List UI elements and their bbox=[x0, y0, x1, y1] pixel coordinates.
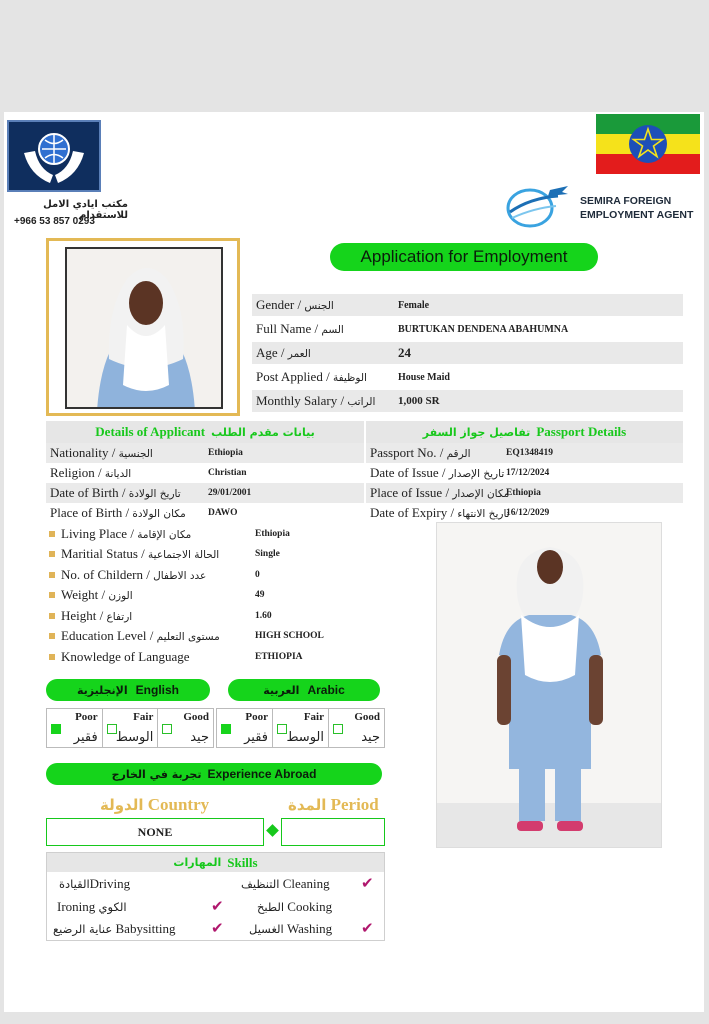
date-of-expiry-label: Date of Expiry / تاريخ الانتهاء bbox=[370, 505, 510, 520]
place-of-birth-row bbox=[46, 503, 364, 523]
date-of-birth-row bbox=[46, 483, 364, 503]
gender-label: Gender / الجنس bbox=[256, 297, 334, 312]
english-poor-cell[interactable]: Poor فقير bbox=[47, 709, 103, 747]
nationality-value: Ethiopia bbox=[208, 448, 243, 458]
passport-header-ar: تفاصيل جواز السفر bbox=[422, 425, 531, 439]
hands-globe-icon bbox=[14, 125, 94, 187]
arabic-label-ar: العربية bbox=[263, 683, 300, 697]
date-of-issue-label: Date of Issue / تاريخ الإصدار bbox=[370, 465, 505, 480]
age-label: Age / العمر bbox=[256, 345, 311, 360]
experience-header-en: Experience Abroad bbox=[207, 767, 317, 781]
bullet-icon bbox=[49, 654, 55, 660]
bullet-icon bbox=[49, 613, 55, 619]
place-of-issue-label: Place of Issue / مكان الإصدار bbox=[370, 485, 510, 500]
passport-no-label: Passport No. / الرقم bbox=[370, 445, 471, 460]
skill-babysitting: عناية الرضيع Babysitting bbox=[53, 921, 176, 936]
country-value-field: NONE bbox=[46, 818, 264, 846]
nationality-label: Nationality / الجنسية bbox=[50, 445, 153, 460]
bullet-icon bbox=[49, 551, 55, 557]
height-value: 1.60 bbox=[255, 611, 272, 621]
passport-details-header bbox=[366, 421, 683, 443]
washing-check-icon: ✔ bbox=[361, 919, 374, 937]
passport-no-value: EQ1348419 bbox=[506, 448, 553, 458]
english-good-checkbox[interactable] bbox=[162, 724, 172, 734]
date-of-birth-label: Date of Birth / تاريخ الولادة bbox=[50, 485, 181, 500]
full-name-value: BURTUKAN DENDENA ABAHUMNA bbox=[398, 323, 569, 335]
language-knowledge-row bbox=[46, 647, 386, 667]
english-language-pill bbox=[46, 679, 210, 701]
children-value: 0 bbox=[255, 570, 260, 580]
arabic-good-checkbox[interactable] bbox=[333, 724, 343, 734]
arabic-label-en: Arabic bbox=[307, 683, 345, 697]
english-label-ar: الإنجليزية bbox=[77, 683, 128, 697]
agent-name-line1: SEMIRA FOREIGN bbox=[580, 195, 672, 207]
page-title: Application for Employment bbox=[330, 243, 598, 271]
religion-row bbox=[46, 463, 364, 483]
arabic-poor-checkbox[interactable] bbox=[221, 724, 231, 734]
experience-abroad-header bbox=[46, 763, 382, 785]
ethiopia-flag-icon bbox=[596, 114, 700, 174]
post-applied-label: Post Applied / الوظيفة bbox=[256, 369, 367, 384]
place-of-issue-row bbox=[366, 483, 683, 503]
arabic-fair-cell[interactable]: Fair الوسط bbox=[273, 709, 329, 747]
salary-label: Monthly Salary / الراتب bbox=[256, 393, 376, 408]
children-row bbox=[46, 565, 386, 585]
salary-row bbox=[252, 390, 683, 412]
bullet-icon bbox=[49, 531, 55, 537]
date-of-expiry-row bbox=[366, 503, 683, 523]
arabic-rating-table bbox=[216, 708, 385, 748]
agency-phone: +966 53 857 0293 bbox=[14, 216, 95, 227]
skill-cleaning: التنظيف Cleaning bbox=[241, 876, 330, 891]
language-knowledge-label: Knowledge of Language bbox=[61, 649, 190, 664]
skill-driving: القيادةDriving bbox=[59, 876, 131, 891]
applicant-details-header bbox=[46, 421, 364, 443]
english-poor-checkbox[interactable] bbox=[51, 724, 61, 734]
agency-name-arabic: مكتب ايادي الامل للاستقدام bbox=[43, 199, 128, 221]
plane-globe-logo-icon bbox=[500, 182, 574, 230]
bullet-icon bbox=[49, 633, 55, 639]
marital-status-row bbox=[46, 544, 386, 564]
marital-status-label: Maritial Status / الحالة الاجتماعية bbox=[61, 546, 220, 561]
full-name-row bbox=[252, 318, 683, 340]
english-label-en: English bbox=[135, 683, 179, 697]
ironing-check-icon: ✔ bbox=[211, 897, 224, 915]
age-row bbox=[252, 342, 683, 364]
weight-row bbox=[46, 585, 386, 605]
bullet-icon bbox=[49, 572, 55, 578]
full-body-photo bbox=[436, 522, 662, 848]
passport-no-row bbox=[366, 443, 683, 463]
height-label: Height / ارتفاع bbox=[61, 608, 133, 623]
skills-header: المهارات Skills bbox=[47, 853, 384, 872]
applicant-header-ar: بيانات مقدم الطلب bbox=[211, 425, 315, 439]
experience-header-ar: تجربة في الخارج bbox=[111, 767, 202, 781]
bullet-icon bbox=[49, 592, 55, 598]
post-applied-row bbox=[252, 366, 683, 388]
applicant-header-en: Details of Applicant bbox=[95, 424, 206, 439]
cleaning-check-icon: ✔ bbox=[361, 874, 374, 892]
period-column-header: المدة Period bbox=[288, 795, 379, 814]
language-knowledge-value: ETHIOPIA bbox=[255, 652, 303, 662]
skill-ironing: Ironing الكوي bbox=[57, 899, 127, 914]
skill-washing: الغسيل Washing bbox=[249, 921, 333, 936]
period-value-field bbox=[281, 818, 385, 846]
place-of-birth-label: Place of Birth / مكان الولادة bbox=[50, 505, 186, 520]
skills-table bbox=[46, 852, 385, 941]
agent-name bbox=[580, 194, 693, 222]
place-of-birth-value: DAWO bbox=[208, 508, 238, 518]
post-applied-value: House Maid bbox=[398, 371, 450, 383]
passport-header-en: Passport Details bbox=[536, 424, 627, 439]
date-of-issue-value: 17/12/2024 bbox=[506, 468, 550, 478]
living-place-value: Ethiopia bbox=[255, 529, 290, 539]
age-value: 24 bbox=[398, 345, 411, 360]
arabic-language-pill bbox=[228, 679, 380, 701]
agent-name-line2: EMPLOYMENT AGENT bbox=[580, 209, 694, 221]
gender-row bbox=[252, 294, 683, 316]
date-of-birth-value: 29/01/2001 bbox=[208, 488, 252, 498]
religion-value: Christian bbox=[208, 468, 247, 478]
application-sheet bbox=[4, 112, 704, 1012]
country-column-header: الدولة Country bbox=[100, 795, 210, 814]
nationality-row bbox=[46, 443, 364, 463]
children-label: No. of Childern / عدد الاطفال bbox=[61, 567, 207, 582]
babysitting-check-icon: ✔ bbox=[211, 919, 224, 937]
portrait-photo-frame bbox=[46, 238, 240, 416]
living-place-row bbox=[46, 524, 386, 544]
arabic-good-cell[interactable]: Good جيد bbox=[329, 709, 384, 747]
salary-value: 1,000 SR bbox=[398, 395, 440, 407]
english-good-cell[interactable]: Good جيد bbox=[158, 709, 213, 747]
living-place-label: Living Place / مكان الإقامة bbox=[61, 526, 192, 541]
education-value: HIGH SCHOOL bbox=[255, 631, 324, 641]
date-of-expiry-value: 16/12/2029 bbox=[506, 508, 550, 518]
place-of-issue-value: Ethiopia bbox=[506, 488, 541, 498]
english-rating-table bbox=[46, 708, 214, 748]
agency-logo bbox=[7, 120, 101, 192]
weight-label: Weight / الوزن bbox=[61, 587, 133, 602]
portrait-photo bbox=[65, 247, 223, 409]
marital-status-value: Single bbox=[255, 549, 280, 559]
full-name-label: Full Name / السم bbox=[256, 321, 344, 336]
skill-cooking: الطبخ Cooking bbox=[257, 899, 333, 914]
diamond-separator-icon bbox=[266, 824, 279, 837]
gender-value: Female bbox=[398, 299, 430, 311]
education-label: Education Level / مستوى التعليم bbox=[61, 628, 220, 643]
english-fair-cell[interactable]: Fair الوسط bbox=[103, 709, 159, 747]
education-row bbox=[46, 626, 386, 646]
date-of-issue-row bbox=[366, 463, 683, 483]
weight-value: 49 bbox=[255, 590, 265, 600]
religion-label: Religion / الديانة bbox=[50, 465, 132, 480]
arabic-poor-cell[interactable]: Poor فقير bbox=[217, 709, 273, 747]
height-row bbox=[46, 606, 386, 626]
